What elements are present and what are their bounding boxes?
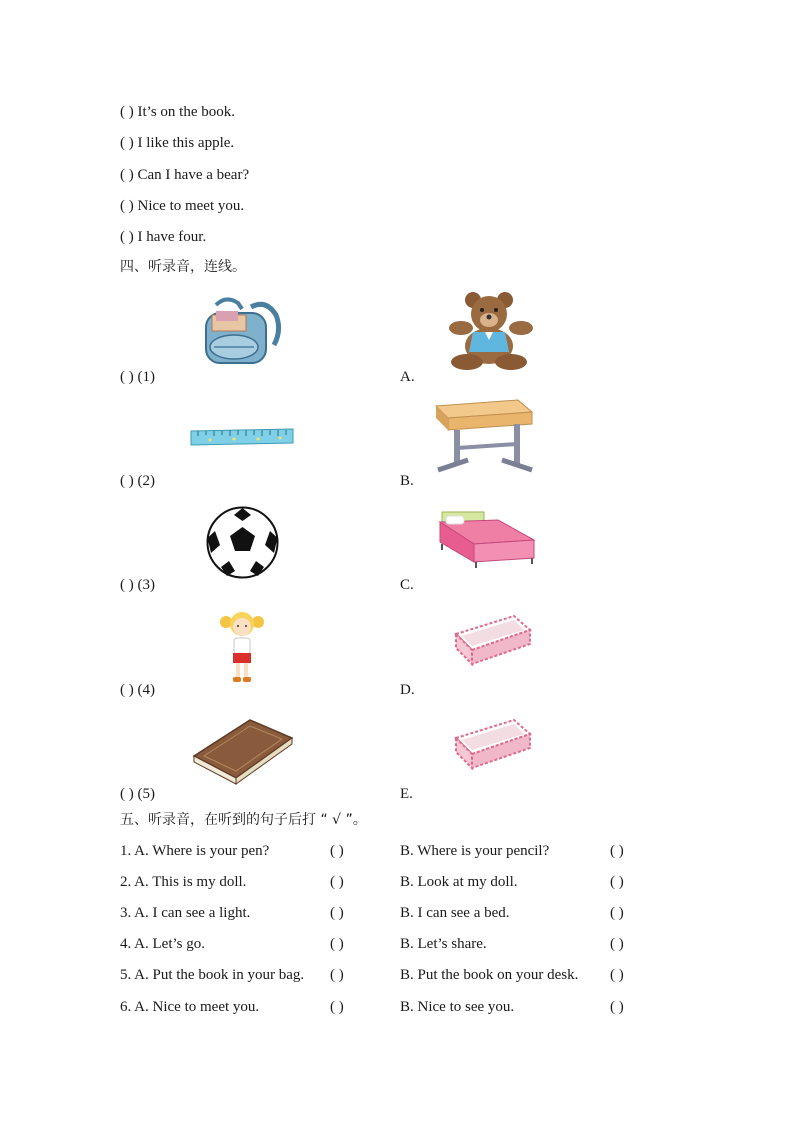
match-item-2 — [120, 472, 155, 490]
school-bag-icon — [196, 295, 286, 373]
match-item-4 — [120, 681, 155, 699]
answer-text: Nice to meet you. — [137, 198, 245, 214]
ruler-icon — [190, 428, 294, 446]
match-number: (4) — [137, 682, 155, 698]
choice-a-text: 5. A. Put the book in your bag. — [120, 967, 305, 983]
answer-text: I have four. — [137, 229, 207, 245]
answer-blank[interactable]: ( ) — [120, 167, 134, 183]
choice-a-text: 1. A. Where is your pen? — [120, 843, 270, 859]
choice-a-text: 2. A. This is my doll. — [120, 874, 247, 890]
choice-a-text: 4. A. Let’s go. — [120, 936, 205, 952]
answer-blank[interactable]: ( ) — [120, 198, 134, 214]
match-item-5 — [120, 785, 155, 803]
pencil-box-icon — [452, 716, 534, 776]
soccer-ball-icon — [205, 505, 280, 580]
pencil-box-icon — [452, 612, 534, 672]
answer-blank[interactable]: ( ) — [120, 229, 134, 245]
choice-b-blank[interactable]: ( ) — [610, 874, 624, 890]
choice-b-text: B. Put the book on your desk. — [400, 967, 579, 983]
choice-a-blank[interactable]: ( ) — [330, 874, 344, 890]
answer-item-2 — [120, 134, 234, 152]
answer-text: I like this apple. — [137, 135, 235, 151]
choice-b-blank[interactable]: ( ) — [610, 967, 624, 983]
choice-b-blank[interactable]: ( ) — [610, 905, 624, 921]
match-option-c: C. — [400, 577, 414, 593]
match-number: (2) — [137, 473, 155, 489]
answer-text: It’s on the book. — [137, 104, 235, 120]
answer-text: Can I have a bear? — [137, 167, 250, 183]
match-option-a: A. — [400, 369, 415, 385]
answer-blank[interactable]: ( ) — [120, 104, 134, 120]
match-blank[interactable]: ( ) — [120, 682, 134, 698]
match-item-1 — [120, 368, 155, 386]
answer-item-4 — [120, 197, 244, 215]
answer-blank[interactable]: ( ) — [120, 135, 134, 151]
desk-icon — [432, 398, 534, 480]
section-heading-5: 五、听录音，在听到的句子后打 “ √ ”。 — [120, 812, 367, 828]
choice-a-text: 6. A. Nice to meet you. — [120, 999, 260, 1015]
choice-a-text: 3. A. I can see a light. — [120, 905, 251, 921]
match-option-d: D. — [400, 682, 415, 698]
choice-a-blank[interactable]: ( ) — [330, 905, 344, 921]
choice-b-text: B. Nice to see you. — [400, 999, 515, 1015]
answer-item-5 — [120, 228, 206, 246]
choice-a-blank[interactable]: ( ) — [330, 843, 344, 859]
match-blank[interactable]: ( ) — [120, 369, 134, 385]
match-blank[interactable]: ( ) — [120, 577, 134, 593]
choice-b-text: B. Let’s share. — [400, 936, 487, 952]
answer-item-3 — [120, 166, 249, 184]
book-icon — [190, 716, 294, 786]
choice-a-blank[interactable]: ( ) — [330, 967, 344, 983]
section-heading-4: 四、听录音，连线。 — [120, 259, 246, 275]
girl-icon — [218, 608, 266, 686]
match-number: (1) — [137, 369, 155, 385]
choice-b-blank[interactable]: ( ) — [610, 999, 624, 1015]
match-blank[interactable]: ( ) — [120, 786, 134, 802]
match-blank[interactable]: ( ) — [120, 473, 134, 489]
choice-b-blank[interactable]: ( ) — [610, 936, 624, 952]
choice-b-text: B. Where is your pencil? — [400, 843, 550, 859]
choice-b-text: B. Look at my doll. — [400, 874, 518, 890]
match-item-3 — [120, 576, 155, 594]
match-option-e: E. — [400, 786, 413, 802]
match-option-b: B. — [400, 473, 414, 489]
bed-icon — [438, 510, 538, 572]
answer-item-1 — [120, 103, 235, 121]
choice-b-blank[interactable]: ( ) — [610, 843, 624, 859]
choice-a-blank[interactable]: ( ) — [330, 999, 344, 1015]
choice-b-text: B. I can see a bed. — [400, 905, 510, 921]
match-number: (3) — [137, 577, 155, 593]
teddy-bear-icon — [445, 290, 537, 372]
match-number: (5) — [137, 786, 155, 802]
choice-a-blank[interactable]: ( ) — [330, 936, 344, 952]
